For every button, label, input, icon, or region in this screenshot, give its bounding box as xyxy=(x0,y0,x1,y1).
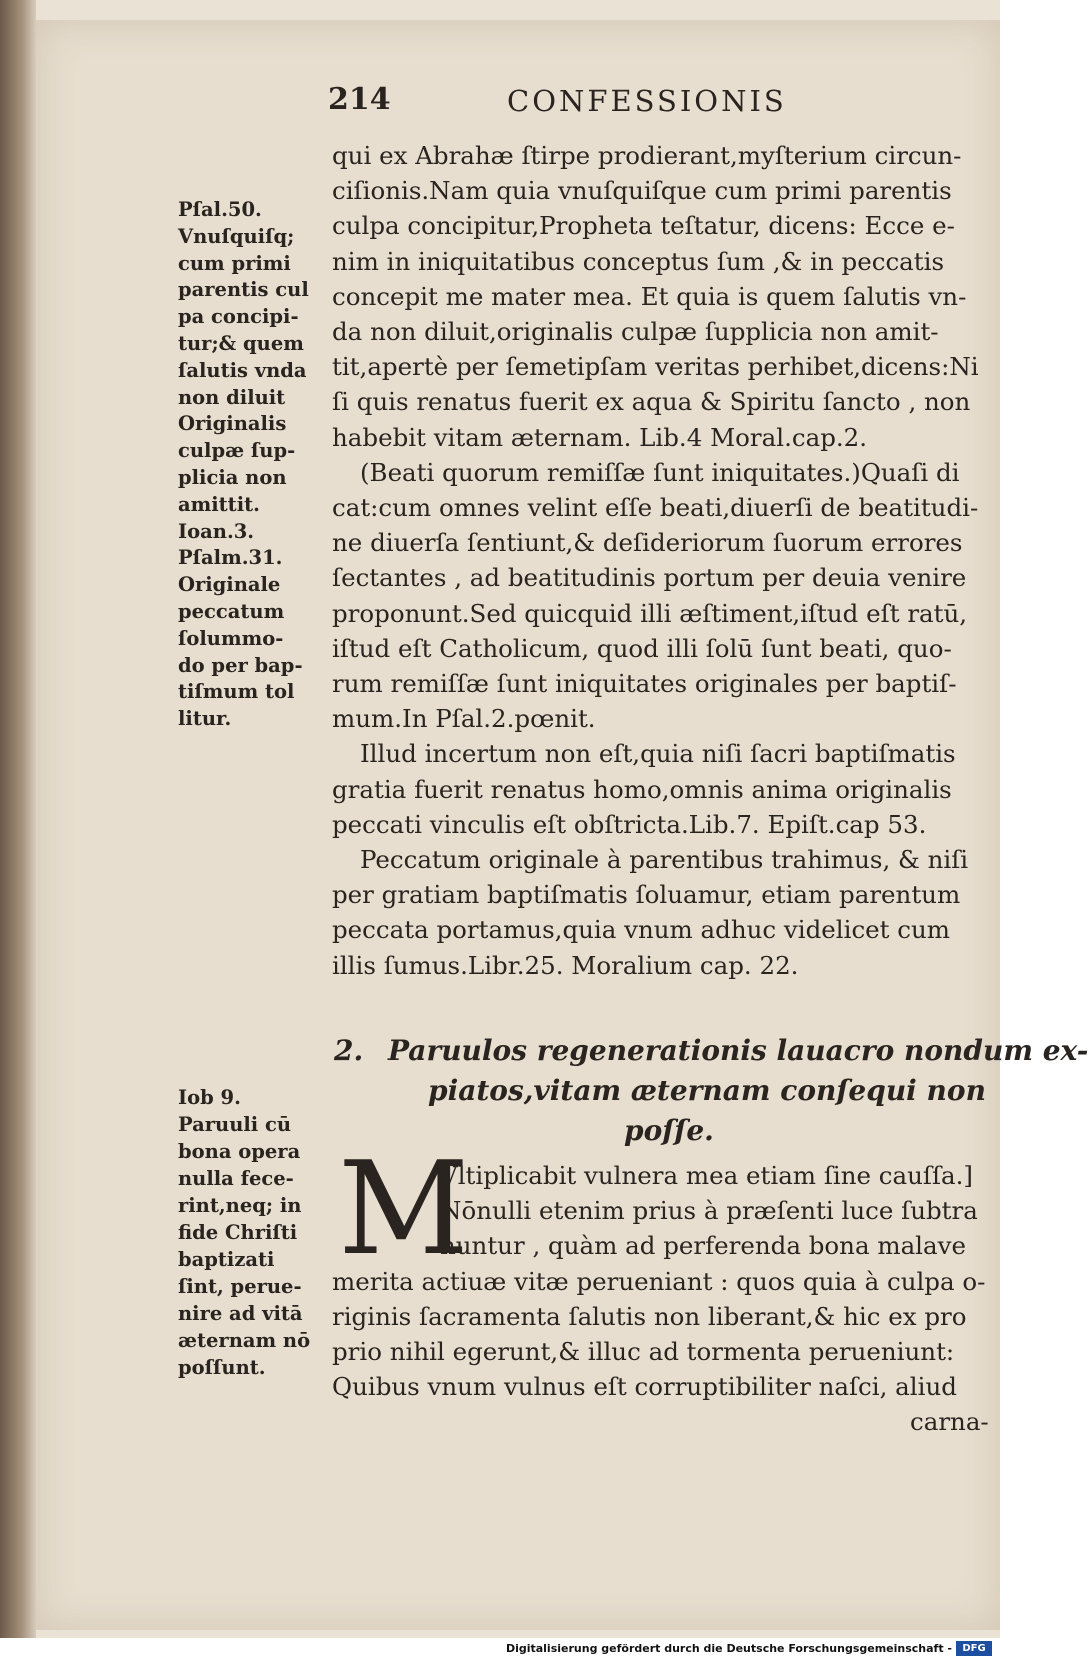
margin-note-line: cum primi xyxy=(178,251,291,275)
margin-note-line: Pſal.50. xyxy=(178,198,262,221)
margin-note-line: æternam nō xyxy=(178,1329,311,1352)
section-line: riginis ſacramenta ſalutis non liberant,& hic ex pro xyxy=(332,1301,967,1331)
dfg-logo: DFG xyxy=(956,1641,992,1656)
margin-note-line: baptizati xyxy=(178,1248,275,1271)
text-line: per gratiam baptiſmatis ſoluamur, etiam parentum xyxy=(332,880,961,910)
text-line: tit,apertè per ſemetipſam veritas perhibet,dicens:Ni xyxy=(332,352,979,382)
text-line: nim in iniquitatibus conceptus ſum ,& in peccatis xyxy=(332,246,945,276)
heading-line: piatos,vitam æternam conſequi non xyxy=(428,1074,986,1107)
margin-note-line: tur;& quem xyxy=(178,332,304,355)
margin-note-line: tiſmum tol xyxy=(178,680,295,704)
margin-note-line: Iob 9. xyxy=(178,1086,241,1109)
text-line: qui ex Abrahæ ſtirpe prodierant,myſterium circun- xyxy=(332,141,962,170)
running-title: CONFESSIONIS xyxy=(507,84,787,118)
text-line: iſtud eſt Catholicum, quod illi ſolū ſunt beati, quo- xyxy=(332,633,952,663)
margin-note-line: peccatum xyxy=(178,600,285,623)
text-line: peccata portamus,quia vnum adhuc videlicet cum xyxy=(332,915,951,945)
margin-note-line: ſalutis vnda xyxy=(178,358,307,382)
margin-note-line: nire ad vitā xyxy=(178,1302,303,1325)
margin-note-line: do per bap- xyxy=(178,653,303,677)
margin-note-line: non diluit xyxy=(178,385,286,409)
margin-note-line: Ioan.3. xyxy=(178,519,255,543)
text-line: (Beati quorum remiſſæ ſunt iniquitates.)Quaſi di xyxy=(360,457,960,487)
margin-note-line: bona opera xyxy=(178,1140,301,1163)
text-line: ne diuerſa ſentiunt,& deſideriorum ſuorum errores xyxy=(332,528,963,558)
margin-note-line: rint,neq; in xyxy=(178,1194,302,1217)
text-line: gratia fuerit renatus homo,omnis anima originalis xyxy=(332,774,952,804)
text-line: culpa concipitur,Propheta teſtatur, dicens: Ecce e- xyxy=(332,211,955,241)
text-line: Peccatum originale à parentibus trahimus, & niſi xyxy=(360,845,969,874)
margin-note-line: culpæ ſup- xyxy=(178,439,296,463)
text-line: habebit vitam æternam. Lib.4 Moral.cap.2. xyxy=(332,422,868,452)
margin-note-line: ſolummo- xyxy=(178,626,284,650)
text-line: ſi quis renatus fuerit ex aqua & Spiritu ſancto , non xyxy=(332,387,971,417)
margin-note-line: Pſalm.31. xyxy=(178,546,283,570)
heading-line: Paruulos regenerationis lauacro nondum ex- xyxy=(388,1034,1088,1067)
section-line: carna- xyxy=(910,1407,989,1437)
margin-note-line: litur. xyxy=(178,707,232,731)
text-line: cat:cum omnes velint eſſe beati,diuerſi de beatitudi- xyxy=(332,493,979,522)
footer-bar xyxy=(0,1638,1000,1661)
footer-credit: Digitalisierung gefördert durch die Deutsche Forschungsgemeinschaft - xyxy=(505,1642,952,1655)
text-line: rum remiſſæ ſunt iniquitates originales per baptiſ- xyxy=(332,669,957,698)
section-line: huntur , quàm ad perferenda bona malave xyxy=(440,1231,966,1261)
margin-note-line: Originale xyxy=(178,573,281,597)
text-line: mum.In Pſal.2.pœnit. xyxy=(332,704,596,734)
margin-note-line: poſſunt. xyxy=(178,1356,266,1379)
section-line: prio nihil egerunt,& illuc ad tormenta perueniunt: xyxy=(332,1337,955,1366)
margin-note-line: amittit. xyxy=(178,492,260,516)
text-line: peccati vinculis eſt obſtricta.Lib.7. Epiſt.cap 53. xyxy=(332,809,927,839)
section-number: 2. xyxy=(334,1034,364,1067)
heading-line: poſſe. xyxy=(624,1114,714,1147)
text-line: proponunt.Sed quicquid illi æſtiment,iſtud eſt ratū, xyxy=(332,598,968,628)
margin-note-line: Originalis xyxy=(178,412,287,436)
drop-cap: M xyxy=(338,1135,470,1284)
text-line: da non diluit,originalis culpæ ſupplicia non amit- xyxy=(332,317,939,346)
margin-note-line: parentis cul xyxy=(178,278,309,302)
section-line: merita actiuæ vitæ perueniant : quos quia à culpa o- xyxy=(332,1266,986,1296)
text-line: illis ſumus.Libr.25. Moralium cap. 22. xyxy=(332,950,799,980)
margin-note-line: Vnuſquiſq; xyxy=(178,224,295,248)
text-line: Illud incertum non eſt,quia niſi ſacri baptiſmatis xyxy=(360,739,956,769)
margin-note-line: nulla fece- xyxy=(178,1167,294,1190)
text-line: ſectantes , ad beatitudinis portum per deuia venire xyxy=(332,563,967,593)
margin-note-line: fide Chriſti xyxy=(178,1221,298,1244)
margin-note-line: ſint, perue- xyxy=(178,1275,302,1298)
margin-note-line: Paruuli cū xyxy=(178,1113,292,1136)
section-line: Vltiplicabit vulnera mea etiam ſine cauſſa.] xyxy=(440,1161,973,1190)
section-line: Quibus vnum vulnus eſt corruptibiliter naſci, aliud xyxy=(332,1372,957,1402)
margin-note-line: pa concipi- xyxy=(178,305,299,329)
page-number: 214 xyxy=(328,82,391,117)
text-line: ciſionis.Nam quia vnuſquiſque cum primi parentis xyxy=(332,176,952,206)
section-line: Nōnulli etenim prius à præſenti luce ſubtra xyxy=(440,1196,978,1226)
margin-note-line: plicia non xyxy=(178,466,287,489)
text-line: concepit me mater mea. Et quia is quem ſalutis vn- xyxy=(332,281,967,311)
